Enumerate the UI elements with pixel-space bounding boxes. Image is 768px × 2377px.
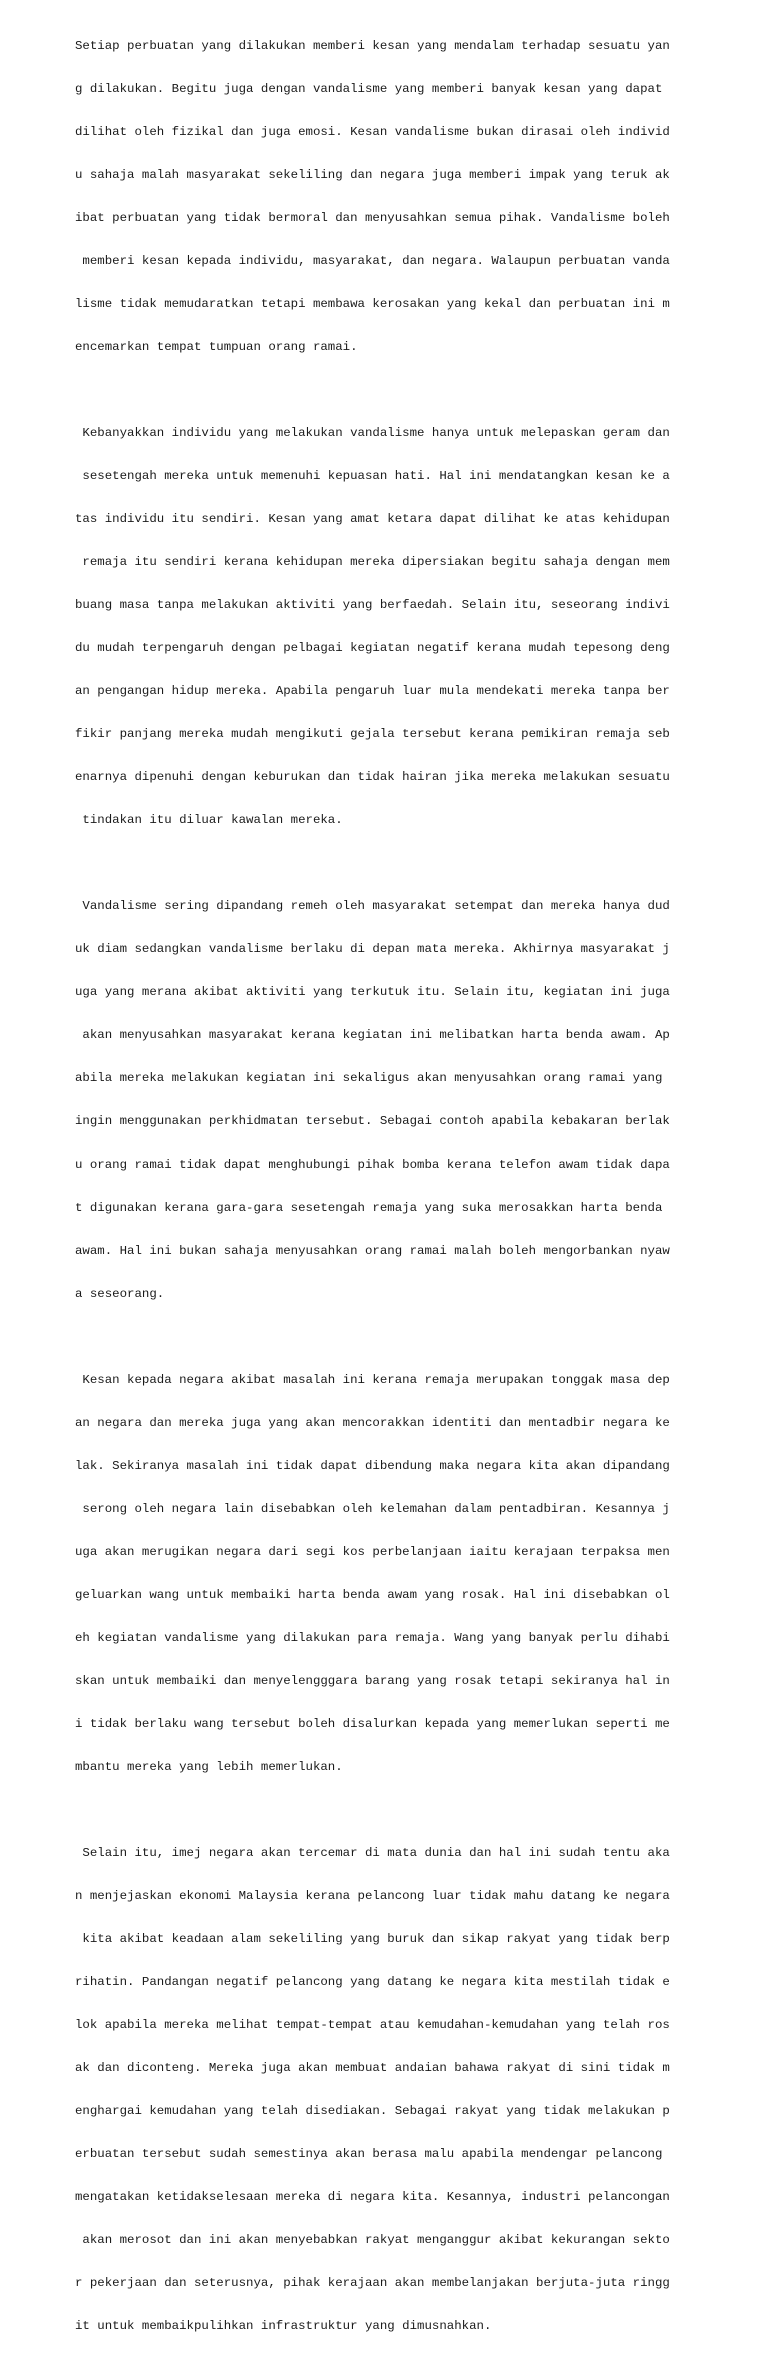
text-line: mbantu mereka yang lebih memerlukan.: [75, 1759, 343, 1774]
paragraph-1: [75, 10, 695, 383]
text-line: buang masa tanpa melakukan aktiviti yang berfaedah. Selain itu, seseorang indivi: [75, 598, 670, 613]
text-line: ak dan diconteng. Mereka juga akan membuat andaian bahawa rakyat di sini tidak m: [75, 2061, 670, 2076]
text-line: lisme tidak memudaratkan tetapi membawa kerosakan yang kekal dan perbuatan ini m: [75, 296, 670, 311]
text-line: remaja itu sendiri kerana kehidupan mereka dipersiakan begitu sahaja dengan mem: [75, 555, 670, 570]
text-line: rihatin. Pandangan negatif pelancong yang datang ke negara kita mestilah tidak e: [75, 1975, 670, 1990]
text-line: erbuatan tersebut sudah semestinya akan berasa malu apabila mendengar pelancong: [75, 2147, 670, 2162]
text-line: Kesan kepada negara akibat masalah ini kerana remaja merupakan tonggak masa dep: [75, 1372, 670, 1387]
text-line: enarnya dipenuhi dengan keburukan dan tidak hairan jika mereka melakukan sesuatu: [75, 770, 670, 785]
text-line: an pengangan hidup mereka. Apabila pengaruh luar mula mendekati mereka tanpa ber: [75, 684, 670, 699]
text-line: lak. Sekiranya masalah ini tidak dapat dibendung maka negara kita akan dipandang: [75, 1458, 670, 1473]
text-line: fikir panjang mereka mudah mengikuti gejala tersebut kerana pemikiran remaja seb: [75, 727, 670, 742]
text-line: tas individu itu sendiri. Kesan yang amat ketara dapat dilihat ke atas kehidupan: [75, 512, 670, 527]
text-line: uk diam sedangkan vandalisme berlaku di depan mata mereka. Akhirnya masyarakat j: [75, 942, 670, 957]
text-line: Vandalisme sering dipandang remeh oleh masyarakat setempat dan mereka hanya dud: [75, 899, 670, 914]
text-line: serong oleh negara lain disebabkan oleh kelemahan dalam pentadbiran. Kesannya j: [75, 1501, 670, 1516]
paragraph-2: [75, 397, 695, 856]
text-line: a seseorang.: [75, 1286, 165, 1301]
text-line: akan menyusahkan masyarakat kerana kegiatan ini melibatkan harta benda awam. Ap: [75, 1028, 670, 1043]
text-line: abila mereka melakukan kegiatan ini sekaligus akan menyusahkan orang ramai yang: [75, 1071, 670, 1086]
text-line: ingin menggunakan perkhidmatan tersebut. Sebagai contoh apabila kebakaran berlak: [75, 1114, 670, 1129]
text-line: sesetengah mereka untuk memenuhi kepuasan hati. Hal ini mendatangkan kesan ke a: [75, 469, 670, 483]
text-line: it untuk membaikpulihkan infrastruktur yang dimusnahkan.: [75, 2319, 492, 2334]
paragraph-3: [75, 871, 695, 1330]
text-line: awam. Hal ini bukan sahaja menyusahkan orang ramai malah boleh mengorbankan nyaw: [75, 1243, 670, 1258]
document-body: [75, 10, 695, 2377]
text-line: lok apabila mereka melihat tempat-tempat atau kemudahan-kemudahan yang telah ros: [75, 2018, 670, 2033]
text-line: n menjejaskan ekonomi Malaysia kerana pelancong luar tidak mahu datang ke negara: [75, 1889, 670, 1904]
text-line: i tidak berlaku wang tersebut boleh disalurkan kepada yang memerlukan seperti me: [75, 1716, 670, 1731]
text-line: t digunakan kerana gara-gara sesetengah remaja yang suka merosakkan harta benda: [75, 1200, 670, 1215]
paragraph-5: [75, 1817, 695, 2362]
text-line: u sahaja malah masyarakat sekeliling dan negara juga memberi impak yang teruk ak: [75, 167, 670, 182]
paragraph-4: [75, 1344, 695, 1803]
text-line: akan merosot dan ini akan menyebabkan rakyat menganggur akibat kekurangan sekto: [75, 2233, 670, 2248]
text-line: du mudah terpengaruh dengan pelbagai kegiatan negatif kerana mudah tepesong deng: [75, 641, 670, 656]
text-line: mengatakan ketidakselesaan mereka di negara kita. Kesannya, industri pelancongan: [75, 2190, 670, 2205]
text-line: encemarkan tempat tumpuan orang ramai.: [75, 339, 358, 354]
text-line: enghargai kemudahan yang telah disediakan. Sebagai rakyat yang tidak melakukan p: [75, 2104, 670, 2119]
text-line: geluarkan wang untuk membaiki harta benda awam yang rosak. Hal ini disebabkan ol: [75, 1587, 670, 1602]
text-line: dilihat oleh fizikal dan juga emosi. Kesan vandalisme bukan dirasai oleh individ: [75, 124, 670, 139]
text-line: ibat perbuatan yang tidak bermoral dan menyusahkan semua pihak. Vandalisme boleh: [75, 210, 670, 225]
text-line: an negara dan mereka juga yang akan mencorakkan identiti dan mentadbir negara ke: [75, 1415, 670, 1430]
text-line: g dilakukan. Begitu juga dengan vandalisme yang memberi banyak kesan yang dapat: [75, 81, 670, 96]
text-line: Setiap perbuatan yang dilakukan memberi kesan yang mendalam terhadap sesuatu yan: [75, 38, 670, 53]
text-line: uga yang merana akibat aktiviti yang terkutuk itu. Selain itu, kegiatan ini juga: [75, 985, 670, 1000]
text-line: uga akan merugikan negara dari segi kos perbelanjaan iaitu kerajaan terpaksa men: [75, 1544, 670, 1559]
text-line: r pekerjaan dan seterusnya, pihak kerajaan akan membelanjakan berjuta-juta ringg: [75, 2276, 670, 2291]
text-line: u orang ramai tidak dapat menghubungi pihak bomba kerana telefon awam tidak dapa: [75, 1157, 670, 1172]
text-line: tindakan itu diluar kawalan mereka.: [75, 813, 343, 828]
text-line: Selain itu, imej negara akan tercemar di mata dunia dan hal ini sudah tentu aka: [75, 1846, 670, 1860]
text-line: skan untuk membaiki dan menyelengggara barang yang rosak tetapi sekiranya hal in: [75, 1673, 670, 1688]
text-line: Kebanyakkan individu yang melakukan vandalisme hanya untuk melepaskan geram dan: [75, 425, 670, 440]
text-line: eh kegiatan vandalisme yang dilakukan para remaja. Wang yang banyak perlu dihabi: [75, 1630, 670, 1645]
text-line: kita akibat keadaan alam sekeliling yang buruk dan sikap rakyat yang tidak berp: [75, 1932, 670, 1947]
text-line: memberi kesan kepada individu, masyarakat, dan negara. Walaupun perbuatan vanda: [75, 253, 670, 268]
